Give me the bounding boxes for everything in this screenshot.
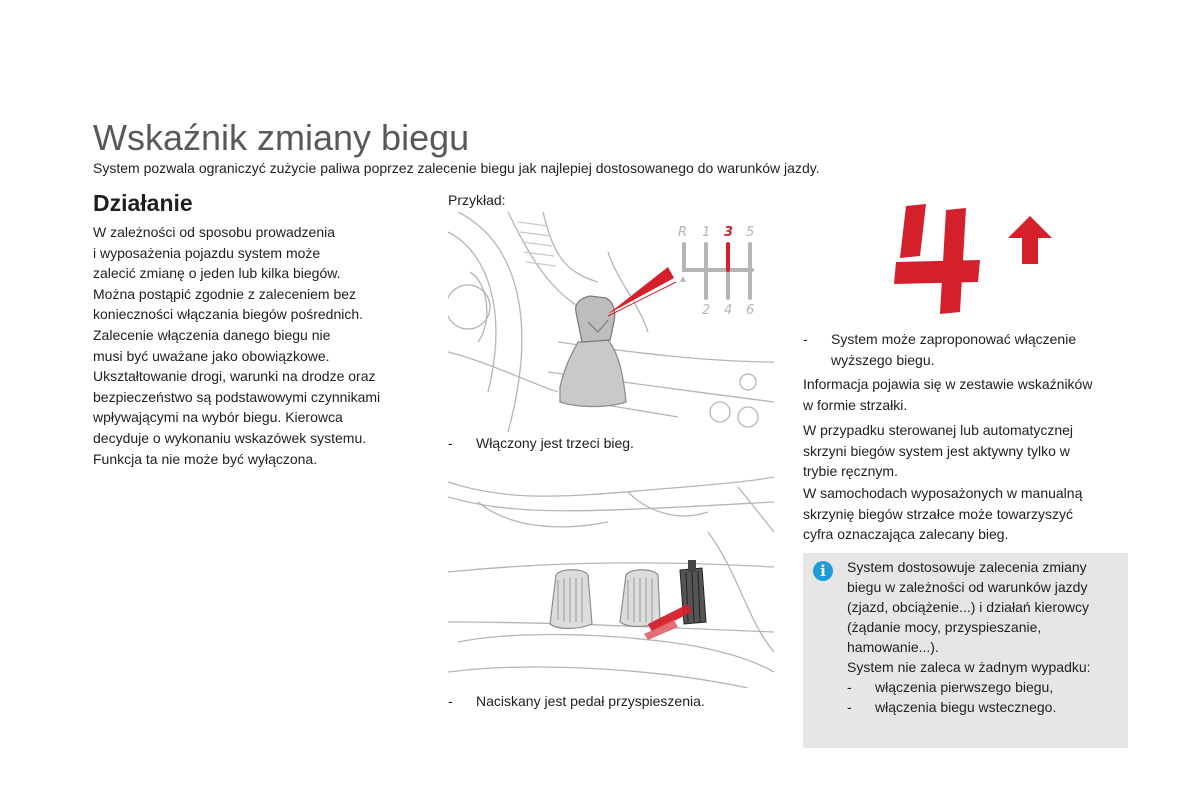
arrow-up-icon — [1008, 216, 1052, 264]
text-line: trybie ręcznym. — [803, 463, 898, 480]
gear-label-r: R — [678, 225, 688, 240]
text-line: skrzynię biegów strzałce może towarzyszyć — [803, 505, 1073, 522]
example-label: Przykład: — [448, 192, 506, 208]
gear-label-6: 6 — [746, 303, 755, 318]
text-line: System może zaproponować włączenie — [831, 331, 1077, 347]
text-line: w formie strzałki. — [803, 396, 908, 413]
text-line: (żądanie mocy, przyspieszanie, — [847, 619, 1042, 635]
page-title: Wskaźnik zmiany biegu — [93, 117, 470, 158]
para-automatic-gearbox — [803, 420, 1133, 482]
text-line: hamowanie...). — [847, 639, 939, 655]
text-line: System nie zaleca w żadnym wypadku: — [847, 659, 1091, 675]
text-line: zalecić zmianę o jeden lub kilka biegów. — [93, 265, 341, 282]
text-line: biegu w zależności od warunków jazdy — [847, 579, 1088, 595]
text-line: (zjazd, obciążenie...) i działań kierowcy — [847, 599, 1089, 615]
gear-lever-illustration — [448, 212, 774, 432]
page-subtitle: System pozwala ograniczyć zużycie paliwa poprzez zalecenie biegu jak najlepiej dostosowanego do warunków jazdy. — [93, 160, 820, 176]
text-line: W przypadku sterowanej lub automatycznej — [803, 422, 1074, 438]
list-item: - włączenia pierwszego biegu, — [847, 679, 1054, 695]
para-manual-gearbox — [803, 483, 1133, 545]
text-line: musi być uważane jako obowiązkowe. — [93, 347, 330, 364]
list-item: - włączenia biegu wstecznego. — [847, 699, 1057, 715]
info-box — [803, 553, 1128, 748]
text-line: i wyposażenia pojazdu system może — [93, 244, 321, 261]
caption-third-gear: - Włączony jest trzeci bieg. — [448, 435, 634, 451]
text-line: wyższego biegu. — [831, 351, 935, 368]
text-line: Zalecenie włączenia danego biegu nie — [93, 326, 331, 343]
gear-label-5: 5 — [746, 225, 755, 240]
info-text — [847, 557, 1091, 717]
caption-text: Włączony jest trzeci bieg. — [476, 435, 634, 451]
text-line: W zależności od sposobu prowadzenia — [93, 224, 336, 240]
gear-label-1: 1 — [702, 225, 711, 240]
text-line: Ukształtowanie drogi, warunki na drodze oraz — [93, 368, 376, 385]
text-line: konieczności włączania biegów pośrednich. — [93, 306, 364, 323]
para-indicator-info — [803, 374, 1133, 415]
text-line: decyduje o wykonaniu wskazówek systemu. — [93, 429, 367, 446]
gear-label-2: 2 — [702, 303, 711, 318]
caption-text: Naciskany jest pedał przyspieszenia. — [476, 693, 705, 709]
pedals-illustration — [448, 472, 774, 688]
gear-label-4: 4 — [724, 303, 733, 318]
info-icon: i — [813, 561, 833, 581]
left-body-text — [93, 222, 423, 469]
text-line: cyfra oznaczająca zalecany bieg. — [803, 526, 1009, 543]
text-line: Funkcja ta nie może być wyłączona. — [93, 450, 318, 467]
bullet-upshift: - System może zaproponować włączenie wyższego biegu. — [803, 331, 1077, 368]
text-line: wpływającymi na wybór biegu. Kierowca — [93, 409, 343, 426]
section-heading: Działanie — [93, 190, 193, 216]
text-line: Można postąpić zgodnie z zaleceniem bez — [93, 285, 357, 302]
gear-label-3: 3 — [724, 225, 734, 240]
caption-accelerator: - Naciskany jest pedał przyspieszenia. — [448, 693, 705, 709]
text-line: Informacja pojawia się w zestawie wskaźników — [803, 376, 1093, 392]
text-line: System dostosowuje zalecenia zmiany — [847, 559, 1087, 575]
gear-digit-indicator — [890, 200, 1060, 320]
text-line: bezpieczeństwo są podstawowymi czynnikami — [93, 388, 381, 405]
text-line: skrzyni biegów system jest aktywny tylko w — [803, 442, 1070, 459]
text-line: W samochodach wyposażonych w manualną — [803, 485, 1083, 501]
